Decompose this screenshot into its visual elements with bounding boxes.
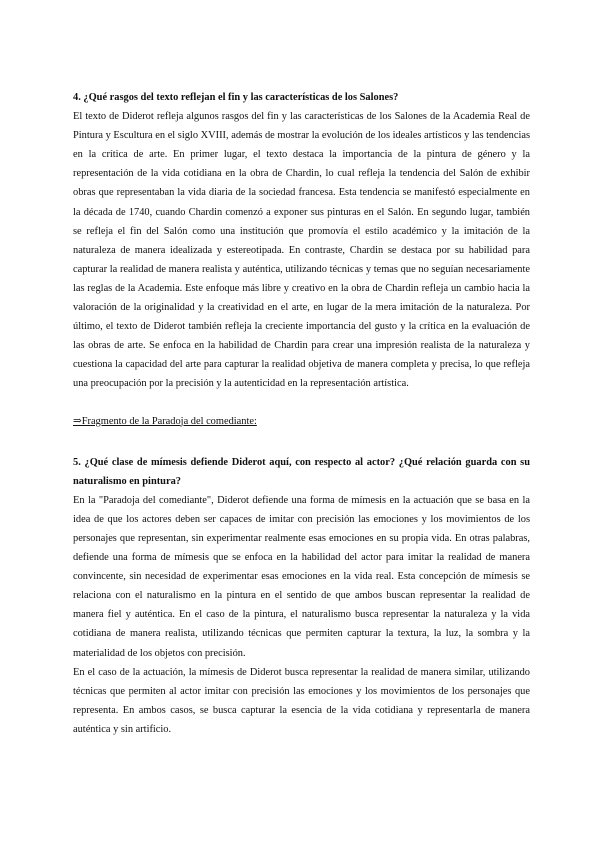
- question-5-answer-paragraph-2: En el caso de la actuación, la mímesis de Diderot busca representar la realidad de manera similar, utilizando técnicas que permiten al actor imitar con precisión las emociones y los movimientos de los personajes que representa. En ambos casos, se busca capturar la esencia de la vida cotidiana y representarla de manera auténtica y sin artificio.: [73, 666, 530, 735]
- question-5-answer-paragraph-1: En la "Paradoja del comediante", Diderot defiende una forma de mímesis en la actuación que se basa en la idea de que los actores deben ser capaces de imitar con precisión las emociones y los movimientos de los personajes que representan, sin experimentar realmente esas emociones en su propia vida. En otras palabras, defiende una forma de mímesis que se enfoca en la habilidad del actor para imitar la realidad de manera convincente, sin necesidad de experimentar esas emociones en la vida real. Esta concepción de mímesis se relaciona con el naturalismo en la pintura en el sentido de que ambos buscan representar la realidad de manera fiel y auténtica. En el caso de la pintura, el naturalismo busca representar la naturaleza y la vida cotidiana de manera realista, utilizando técnicas que permiten capturar la textura, la luz, la sombra y la materialidad de los objetos con precisión.: [73, 494, 530, 659]
- question-4-answer: El texto de Diderot refleja algunos rasgos del fin y las características de los Salones de la Academia Real de Pintura y Escultura en el siglo XVIII, además de mostrar la evolución de los ideales artísticos y las tendencias en la crítica de arte. En primer lugar, el texto destaca la importancia de la pintura de género y la representación de la vida cotidiana en la obra de Chardin, lo cual refleja la tendencia del Salón de exhibir obras que representaban la vida diaria de la sociedad francesa. Esta tendencia se manifestó especialmente en la década de 1740, cuando Chardin comenzó a exponer sus pinturas en el Salón. En segundo lugar, también se refleja el fin del Salón como una institución que promovía el estilo académico y la imitación de la naturaleza de manera idealizada y estereotipada. En contraste, Chardin se destaca por su habilidad para capturar la realidad de manera realista y auténtica, utilizando técnicas y temas que no seguían necesariamente las reglas de la Academia. Este enfoque más libre y creativo en la obra de Chardin refleja un cambio hacia la valoración de la originalidad y la creatividad en el arte, en lugar de la mera imitación de la naturaleza. Por último, el texto de Diderot también refleja la creciente importancia del gusto y la crítica en la evaluación de las obras de arte. Se enfoca en la habilidad de Chardin para crear una impresión realista de la naturaleza y cuestiona la capacidad del arte para capturar la realidad objetiva de manera completa y precisa, lo que refleja una preocupación por la precisión y la autenticidad en la representación artística.: [73, 111, 530, 390]
- spacer: [73, 431, 530, 453]
- spacer: [73, 394, 530, 412]
- document-page: [73, 88, 530, 739]
- question-5-heading: 5. ¿Qué clase de mímesis defiende Diderot aquí, con respecto al actor? ¿Qué relación guarda con su naturalismo en pintura?: [73, 456, 530, 487]
- fragment-heading: ⇒Fragmento de la Paradoja del comediante:: [73, 415, 257, 427]
- question-4-heading: 4. ¿Qué rasgos del texto reflejan el fin y las características de los Salones?: [73, 92, 399, 103]
